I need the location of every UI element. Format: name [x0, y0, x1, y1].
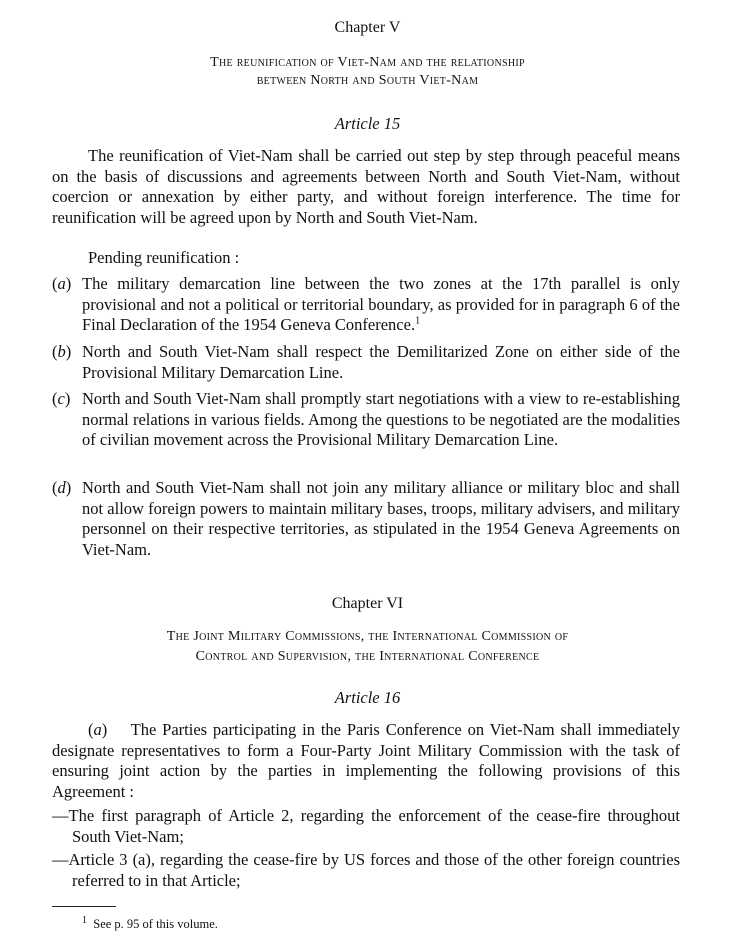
item-text: North and South Viet-Nam shall not join any military alliance or military bloc and shall not allow foreign powers to maintain military bases, troops, military advisers, and military personnel on their respective territories, as stipulated in the 1954 Geneva Agreements on Viet-Nam.: [82, 478, 680, 559]
pending-line: Pending reunification :: [88, 248, 240, 267]
footnote-text: See p. 95 of this volume.: [93, 917, 218, 931]
dash-item-text: —The first paragraph of Article 2, regarding the enforcement of the cease-fire throughout South Viet-Nam;: [52, 806, 680, 846]
article-paragraph: (a) The Parties participating in the Paris Conference on Viet-Nam shall immediately designate representatives to form a Four-Party Joint Military Commission with the task of ensuring joint action by the parties in implementing the following provisions of this Agreement :: [52, 720, 680, 801]
list-item: [52, 342, 680, 383]
item-label: (b): [52, 342, 72, 361]
chapter-title-line: The reunification of Viet-Nam and the relationship: [210, 55, 525, 70]
item-label: (c): [52, 389, 71, 408]
chapter-heading: Chapter V: [334, 19, 401, 36]
footnote-rule: [52, 906, 116, 907]
item-text: North and South Viet-Nam shall respect the Demilitarized Zone on either side of the Provisional Military Demarcation Line.: [82, 342, 680, 382]
item-label: (a): [52, 274, 72, 293]
chapter-title-line: Control and Supervision, the International Conference: [195, 649, 540, 664]
item-label: (d): [52, 478, 72, 497]
footnote: [82, 916, 218, 932]
article-heading: Article 16: [334, 688, 401, 707]
chapter-title-line: between North and South Viet-Nam: [256, 73, 479, 88]
list-item: [52, 478, 680, 560]
footnote-mark: 1: [82, 914, 87, 926]
dash-item-text: —Article 3 (a), regarding the cease-fire by US forces and those of the other foreign countries referred to in that Article;: [52, 850, 680, 890]
paragraph-label: a: [93, 720, 102, 739]
item-text: North and South Viet-Nam shall promptly start negotiations with a view to re-establishing normal relations in various fields. Among the questions to be negotiated are the modalities of civilian movement across the Provisional Military Demarcation Line.: [82, 389, 680, 449]
list-item: [52, 274, 680, 336]
article-heading: Article 15: [334, 114, 401, 133]
chapter-title-line: The Joint Military Commissions, the International Commission of: [166, 629, 569, 644]
item-text: The military demarcation line between the two zones at the 17th parallel is only provisional and not a political or territorial boundary, as provided for in paragraph 6 of the Final Declaration of the 1954 Geneva Conference.$^1$: [82, 274, 680, 334]
dash-item: [52, 806, 680, 847]
list-item: [52, 389, 680, 451]
article-paragraph: The reunification of Viet-Nam shall be carried out step by step through peaceful means on the basis of discussions and agreements between North and South Viet-Nam, without coercion or annexation by either party, and without foreign interference. The time for reunification will be agreed upon by North and South Viet-Nam.: [52, 146, 680, 227]
footnote-mark: 1: [415, 315, 421, 327]
chapter-heading: Chapter VI: [331, 595, 404, 612]
dash-item: [52, 850, 680, 891]
